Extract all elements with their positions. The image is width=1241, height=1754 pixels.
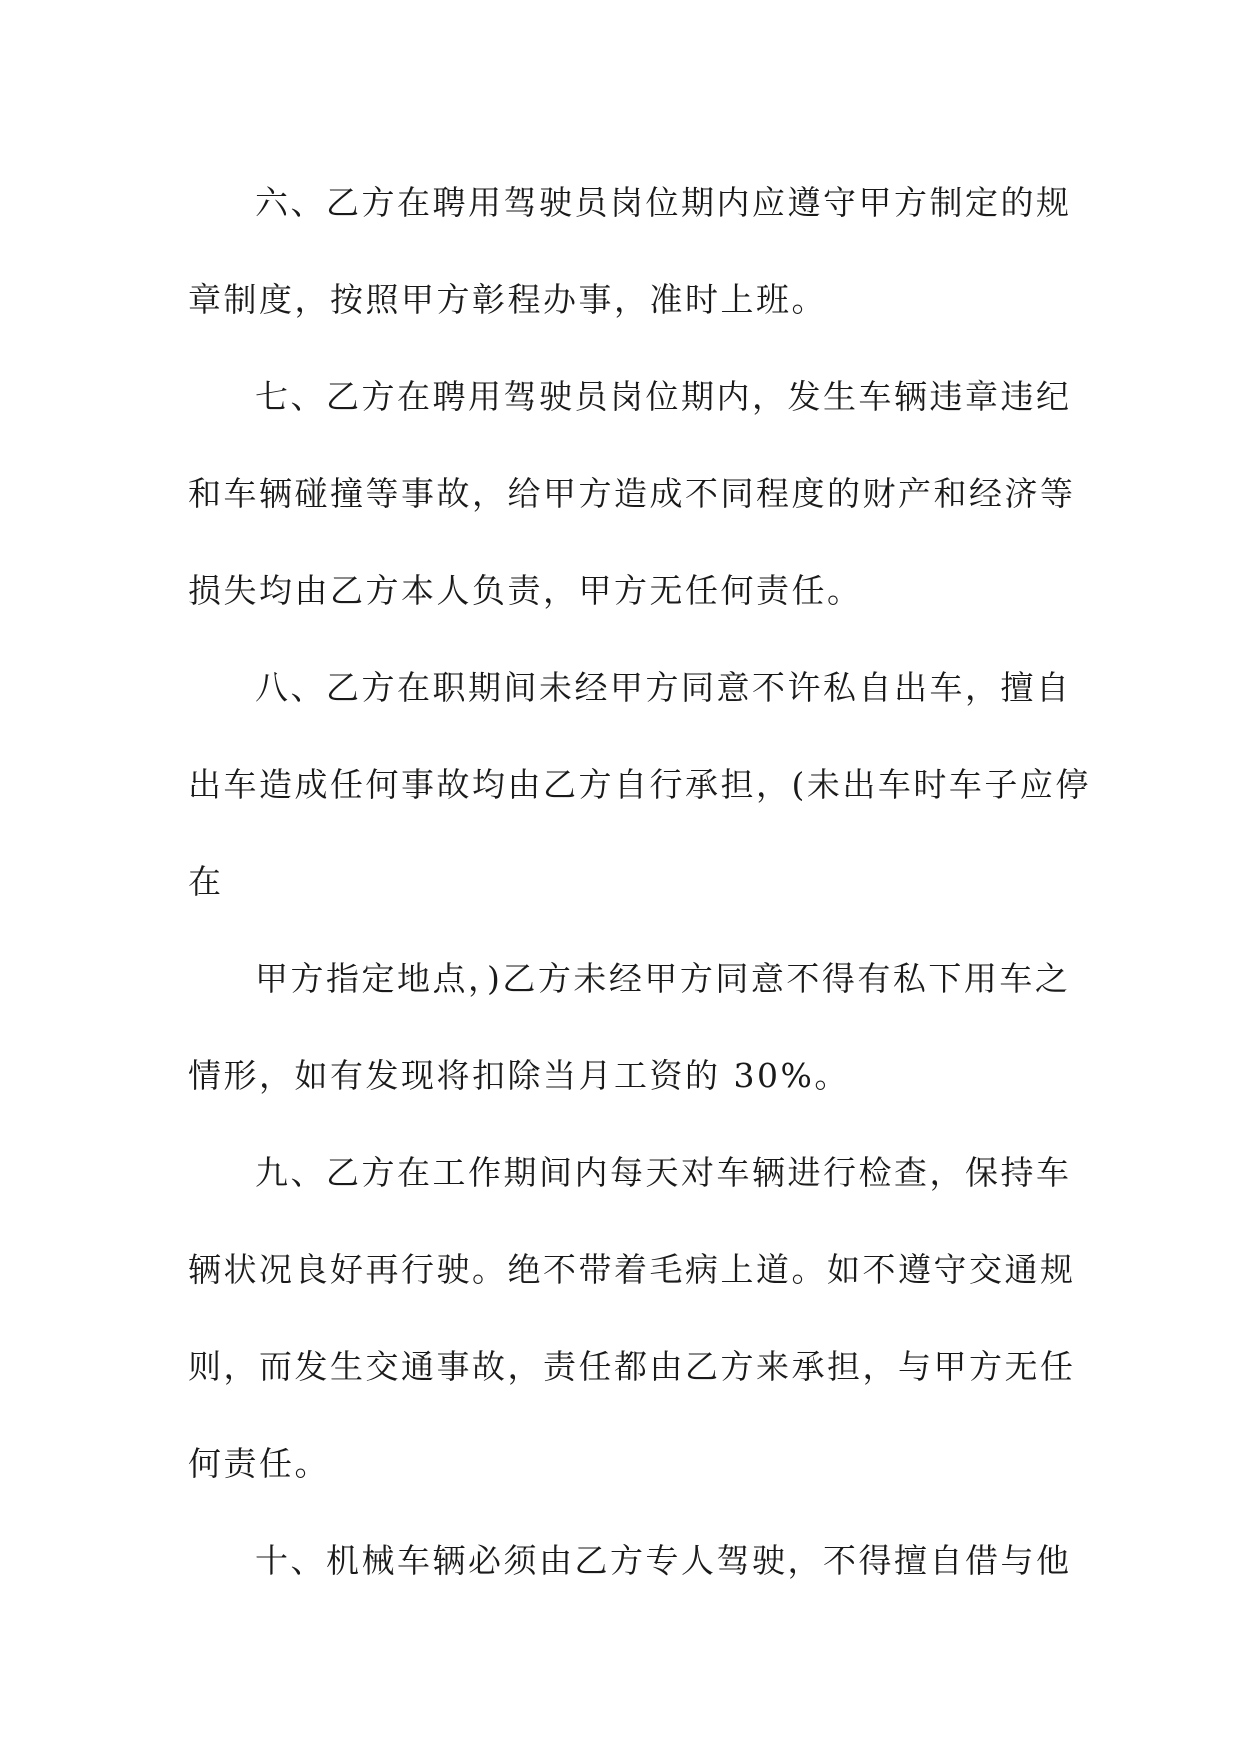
clause-9-line-2: 辆状况良好再行驶。绝不带着毛病上道。如不遵守交通规: [188, 1250, 1076, 1289]
clause-8-line-2: 出车造成任何事故均由乙方自行承担，(未出车时车子应停: [188, 765, 1091, 804]
clause-9-line-3: 则，而发生交通事故，责任都由乙方来承担，与甲方无任: [188, 1347, 1076, 1386]
clause-7-line-1: 七、乙方在聘用驾驶员岗位期内，发生车辆违章违纪: [255, 377, 1072, 416]
clause-9-line-1: 九、乙方在工作期间内每天对车辆进行检查，保持车: [255, 1153, 1072, 1192]
clause-6-line-1: 六、乙方在聘用驾驶员岗位期内应遵守甲方制定的规: [255, 183, 1072, 222]
clause-8-line-5: 情形，如有发现将扣除当月工资的 30%。: [188, 1056, 850, 1095]
clause-9-line-4: 何责任。: [188, 1444, 330, 1483]
clause-8-line-4: 甲方指定地点，)乙方未经甲方同意不得有私下用车之: [255, 959, 1071, 998]
clause-7-line-2: 和车辆碰撞等事故，给甲方造成不同程度的财产和经济等: [188, 474, 1076, 513]
clause-7-line-3: 损失均由乙方本人负责，甲方无任何责任。: [188, 571, 863, 610]
clause-6-line-2: 章制度，按照甲方彰程办事，准时上班。: [188, 280, 827, 319]
clause-10-line-1: 十、机械车辆必须由乙方专人驾驶，不得擅自借与他: [255, 1541, 1072, 1580]
clause-8-line-1: 八、乙方在职期间未经甲方同意不许私自出车，擅自: [255, 668, 1072, 707]
clause-8-line-3: 在: [188, 862, 224, 901]
